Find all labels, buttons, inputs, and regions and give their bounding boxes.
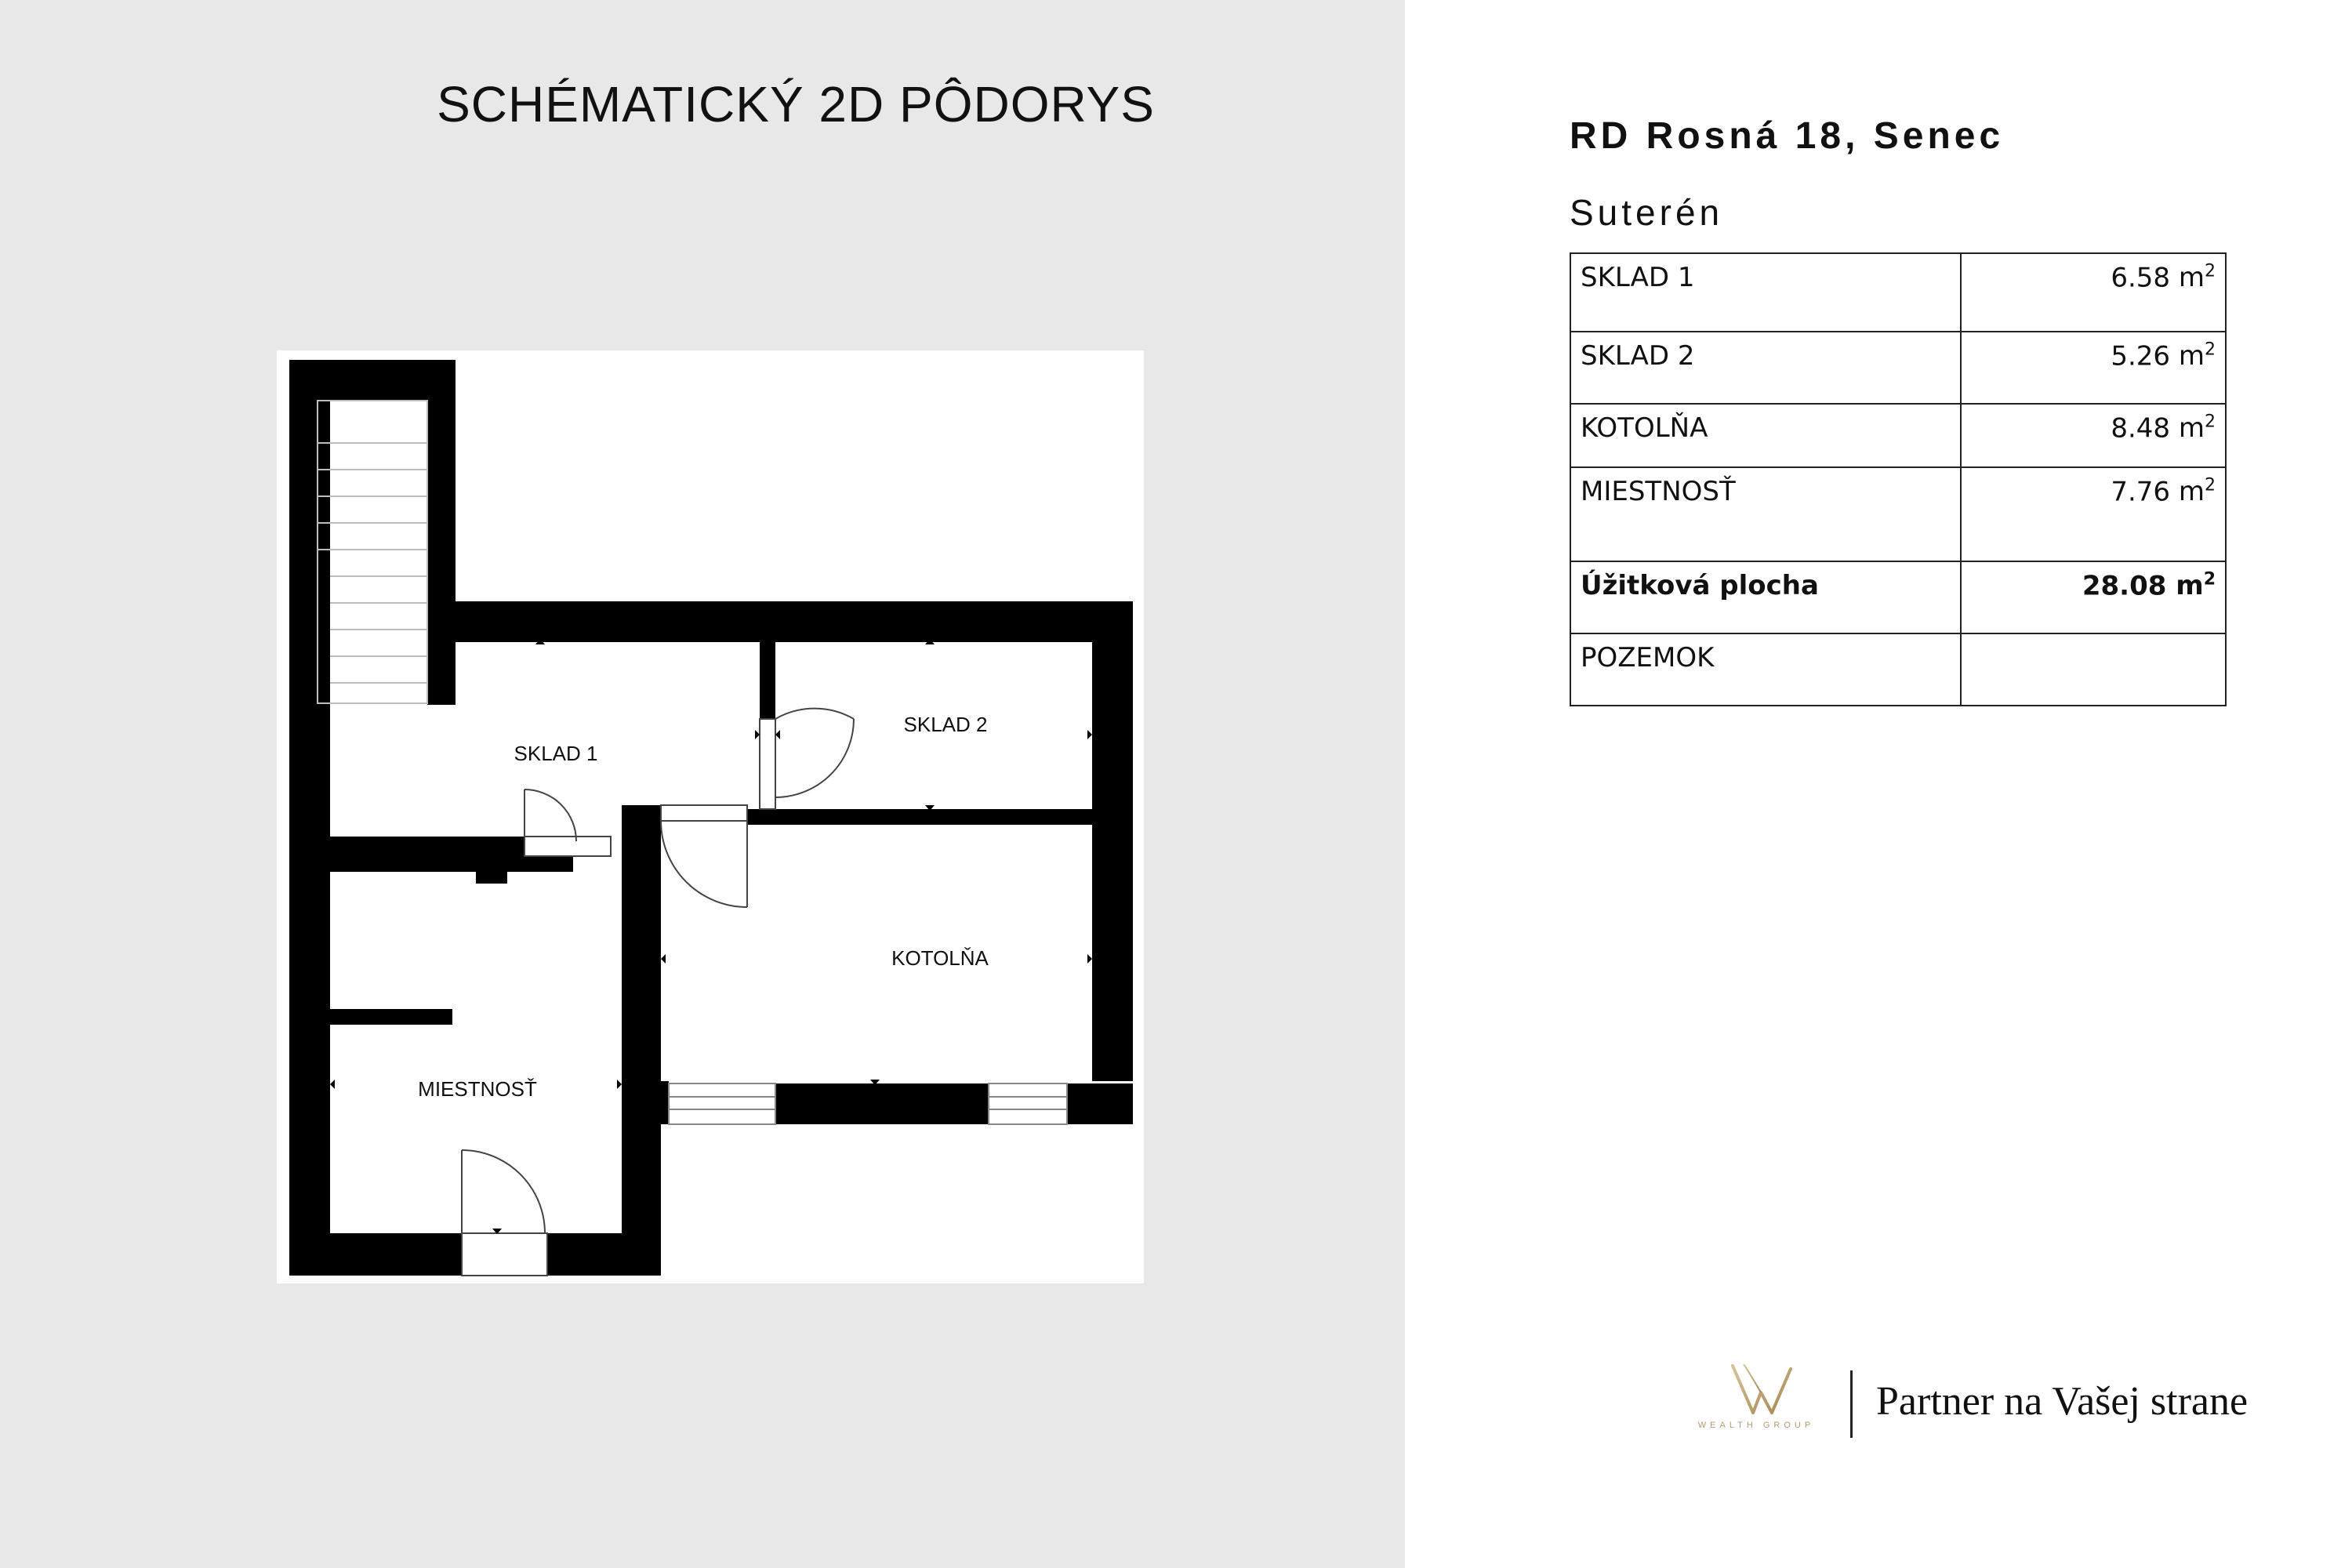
area-unit: $m^2$ xyxy=(2176,570,2216,602)
room-label-miestnost: MIESTNOSŤ xyxy=(418,1077,537,1101)
plot-name: POZEMOK xyxy=(1570,633,1961,706)
area-unit: $m^2$ xyxy=(2178,262,2216,294)
area-unit: $m^2$ xyxy=(2178,340,2216,372)
area-unit: $m^2$ xyxy=(2178,476,2216,508)
right-panel xyxy=(1405,0,2352,1568)
area-value: 6.58 $m^2$ xyxy=(1961,253,2226,332)
table-row xyxy=(1570,253,2226,332)
area-name: SKLAD 2 xyxy=(1570,332,1961,404)
slogan: Partner na Vašej strane xyxy=(1876,1379,2249,1424)
area-name: SKLAD 1 xyxy=(1570,253,1961,332)
plot-value xyxy=(1961,633,2226,706)
footer-brand xyxy=(1678,1348,2297,1443)
area-value: 5.26 $m^2$ xyxy=(1961,332,2226,404)
area-name: KOTOLŇA xyxy=(1570,404,1961,467)
area-value: 8.48 $m^2$ xyxy=(1961,404,2226,467)
footer-divider xyxy=(1850,1370,1853,1438)
area-table xyxy=(1570,252,2227,706)
table-row-plot xyxy=(1570,633,2226,706)
logo-text: WEALTH GROUP xyxy=(1697,1421,1815,1430)
area-name: MIESTNOSŤ xyxy=(1570,467,1961,561)
table-row xyxy=(1570,467,2226,561)
wealth-group-logo xyxy=(1686,1358,1835,1444)
page-title: SCHÉMATICKÝ 2D PÔDORYS xyxy=(437,76,1155,132)
table-row xyxy=(1570,332,2226,404)
area-unit: $m^2$ xyxy=(2178,412,2216,445)
room-label-sklad-2: SKLAD 2 xyxy=(903,713,988,736)
room-label-sklad-1: SKLAD 1 xyxy=(514,742,598,765)
room-label-kotolna: KOTOLŇA xyxy=(891,946,989,970)
table-row-total xyxy=(1570,561,2226,633)
total-name: Úžitková plocha xyxy=(1570,561,1961,633)
table-row xyxy=(1570,404,2226,467)
total-value: 28.08 $m^2$ xyxy=(1961,561,2226,633)
property-title: RD Rosná 18, Senec xyxy=(1570,115,2005,157)
floor-plan xyxy=(277,350,1144,1283)
floor-label: Suterén xyxy=(1570,192,1724,233)
area-value: 7.76 $m^2$ xyxy=(1961,467,2226,561)
